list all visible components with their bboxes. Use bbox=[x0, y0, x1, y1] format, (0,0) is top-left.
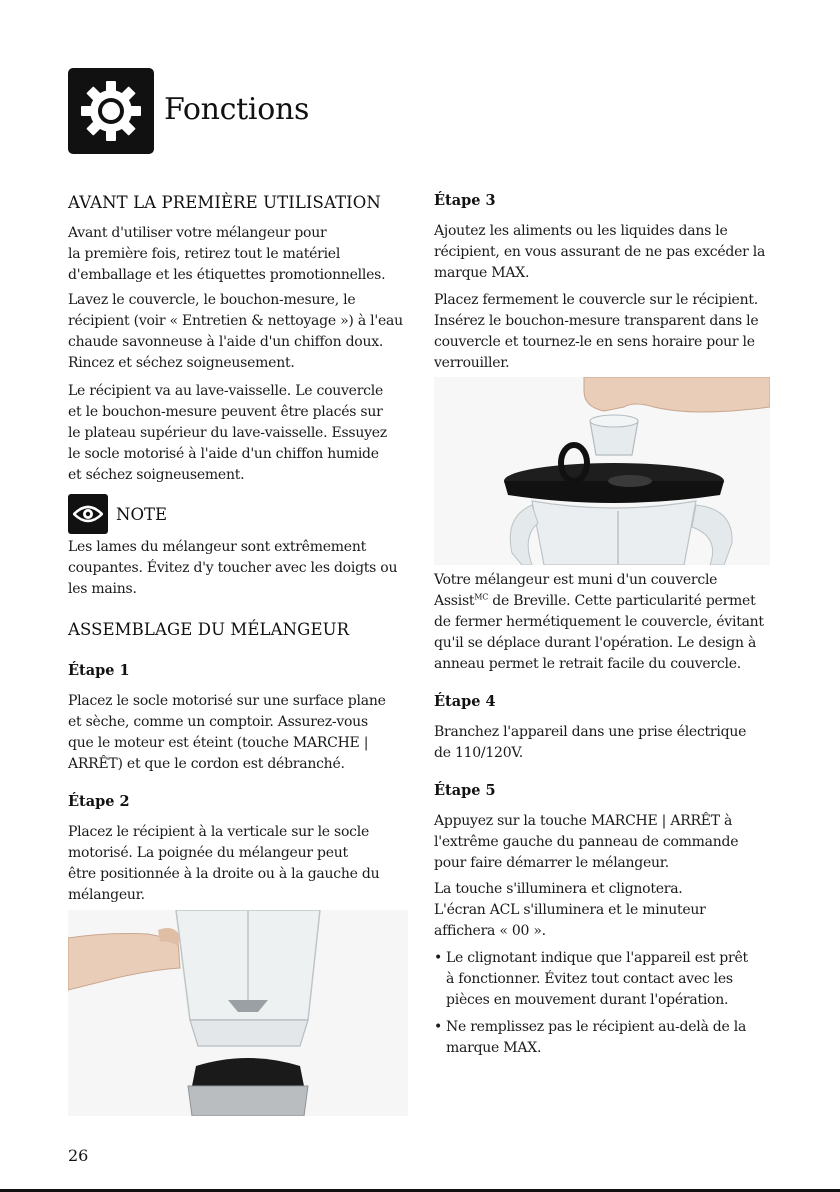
note-label: NOTE bbox=[116, 505, 168, 524]
assist-superscript: MC bbox=[474, 592, 489, 602]
text-line: L'écran ACL s'illuminera et le minuteur bbox=[434, 902, 706, 918]
text-line: ARRÊT) et que le cordon est débranché. bbox=[68, 756, 345, 772]
bullet-marker: • bbox=[434, 950, 443, 966]
text-line: l'extrême gauche du panneau de commande bbox=[434, 834, 739, 850]
text-line: la première fois, retirez tout le matériel bbox=[68, 246, 341, 262]
text-line: motorisé. La poignée du mélangeur peut bbox=[68, 845, 348, 861]
text-line: Insérez le bouchon-mesure transparent dans le bbox=[434, 313, 759, 329]
text-line: le plateau supérieur du lave-vaisselle. Essuyez bbox=[68, 425, 387, 441]
section-icon-box bbox=[68, 68, 154, 154]
avant-heading: AVANT LA PREMIÈRE UTILISATION bbox=[68, 193, 381, 212]
etape-2-title: Étape 2 bbox=[68, 793, 130, 810]
text-line: verrouiller. bbox=[434, 355, 510, 371]
text-line: anneau permet le retrait facile du couvercle. bbox=[434, 656, 741, 672]
etape-3-paragraph-2 bbox=[434, 290, 779, 374]
avant-paragraph-3 bbox=[68, 381, 413, 486]
text-line: et sèche, comme un comptoir. Assurez-vous bbox=[68, 714, 368, 730]
text-line: et le bouchon-mesure peuvent être placés sur bbox=[68, 404, 383, 420]
etape-5-paragraph-2 bbox=[434, 879, 779, 942]
text-line: Le clignotant indique que l'appareil est prêt bbox=[446, 950, 748, 966]
text-line: Appuyez sur la touche MARCHE | ARRÊT à bbox=[434, 813, 733, 829]
text-line: Lavez le couvercle, le bouchon-mesure, le bbox=[68, 292, 356, 308]
text-line: couvercle et tournez-le en sens horaire pour le bbox=[434, 334, 755, 350]
text-line: Branchez l'appareil dans une prise électrique bbox=[434, 724, 747, 740]
text-line: marque MAX. bbox=[434, 265, 530, 281]
text-line: de 110/120V. bbox=[434, 745, 523, 761]
assist-rest: de Breville. Cette particularité permet bbox=[488, 593, 756, 609]
etape-5-paragraph-1 bbox=[434, 811, 779, 874]
text-line: et séchez soigneusement. bbox=[68, 467, 245, 483]
text-line: Avant d'utiliser votre mélangeur pour bbox=[68, 225, 327, 241]
gear-icon bbox=[79, 79, 143, 143]
etape-5-title: Étape 5 bbox=[434, 782, 496, 799]
blender-assembly-photo bbox=[68, 910, 408, 1116]
text-line: affichera « 00 ». bbox=[434, 923, 546, 939]
text-line: qu'il se déplace durant l'opération. Le design à bbox=[434, 635, 757, 651]
text-line: pièces en mouvement durant l'opération. bbox=[446, 992, 729, 1008]
etape-1-title: Étape 1 bbox=[68, 662, 130, 679]
list-item bbox=[434, 948, 779, 1011]
etape-2-text bbox=[68, 822, 413, 906]
text-line: Les lames du mélangeur sont extrêmement bbox=[68, 539, 366, 555]
page-title: Fonctions bbox=[164, 92, 310, 127]
text-line: Placez le récipient à la verticale sur le socle bbox=[68, 824, 370, 840]
assemblage-heading: ASSEMBLAGE DU MÉLANGEUR bbox=[68, 620, 350, 639]
avant-paragraph-2 bbox=[68, 290, 413, 374]
text-line: coupantes. Évitez d'y toucher avec les doigts ou bbox=[68, 560, 398, 576]
text-line: Placez le socle motorisé sur une surface plane bbox=[68, 693, 386, 709]
bullet-marker: • bbox=[434, 1019, 443, 1035]
note-text bbox=[68, 537, 413, 600]
text-line: Ne remplissez pas le récipient au-delà de la bbox=[446, 1019, 747, 1035]
text-line: pour faire démarrer le mélangeur. bbox=[434, 855, 669, 871]
text-line: les mains. bbox=[68, 581, 137, 597]
text-line: que le moteur est éteint (touche MARCHE | bbox=[68, 735, 369, 751]
etape-4-title: Étape 4 bbox=[434, 693, 496, 710]
assist-paragraph bbox=[434, 570, 779, 675]
etape-1-text bbox=[68, 691, 413, 775]
etape-3-title: Étape 3 bbox=[434, 192, 496, 209]
etape-5-bullet-1 bbox=[434, 948, 779, 1011]
text-line: La touche s'illuminera et clignotera. bbox=[434, 881, 683, 897]
text-line: Votre mélangeur est muni d'un couvercle bbox=[434, 572, 718, 588]
text-line: mélangeur. bbox=[68, 887, 145, 903]
assist-word: Assist bbox=[434, 593, 475, 609]
text-line bbox=[434, 591, 779, 612]
text-line: Placez fermement le couvercle sur le récipient. bbox=[434, 292, 758, 308]
text-line: récipient, en vous assurant de ne pas excéder la bbox=[434, 244, 766, 260]
text-line: le socle motorisé à l'aide d'un chiffon humide bbox=[68, 446, 379, 462]
text-line: Ajoutez les aliments ou les liquides dans le bbox=[434, 223, 728, 239]
avant-paragraph-1 bbox=[68, 223, 413, 286]
note-icon-box bbox=[68, 494, 108, 534]
list-item bbox=[434, 1017, 779, 1059]
eye-icon bbox=[73, 504, 103, 524]
text-line: à fonctionner. Évitez tout contact avec les bbox=[446, 971, 733, 987]
etape-5-bullet-2 bbox=[434, 1017, 779, 1059]
text-line: chaude savonneuse à l'aide d'un chiffon doux. bbox=[68, 334, 384, 350]
lid-insert-photo bbox=[434, 377, 770, 565]
text-line: de fermer hermétiquement le couvercle, évitant bbox=[434, 614, 764, 630]
etape-3-paragraph-1 bbox=[434, 221, 779, 284]
etape-4-text bbox=[434, 722, 779, 764]
text-line: être positionnée à la droite ou à la gauche du bbox=[68, 866, 380, 882]
text-line: Le récipient va au lave-vaisselle. Le couvercle bbox=[68, 383, 384, 399]
page-number: 26 bbox=[68, 1146, 89, 1165]
text-line: marque MAX. bbox=[446, 1040, 542, 1056]
text-line: d'emballage et les étiquettes promotionnelles. bbox=[68, 267, 386, 283]
text-line: Rincez et séchez soigneusement. bbox=[68, 355, 295, 371]
text-line: récipient (voir « Entretien & nettoyage ») à l'eau bbox=[68, 313, 403, 329]
